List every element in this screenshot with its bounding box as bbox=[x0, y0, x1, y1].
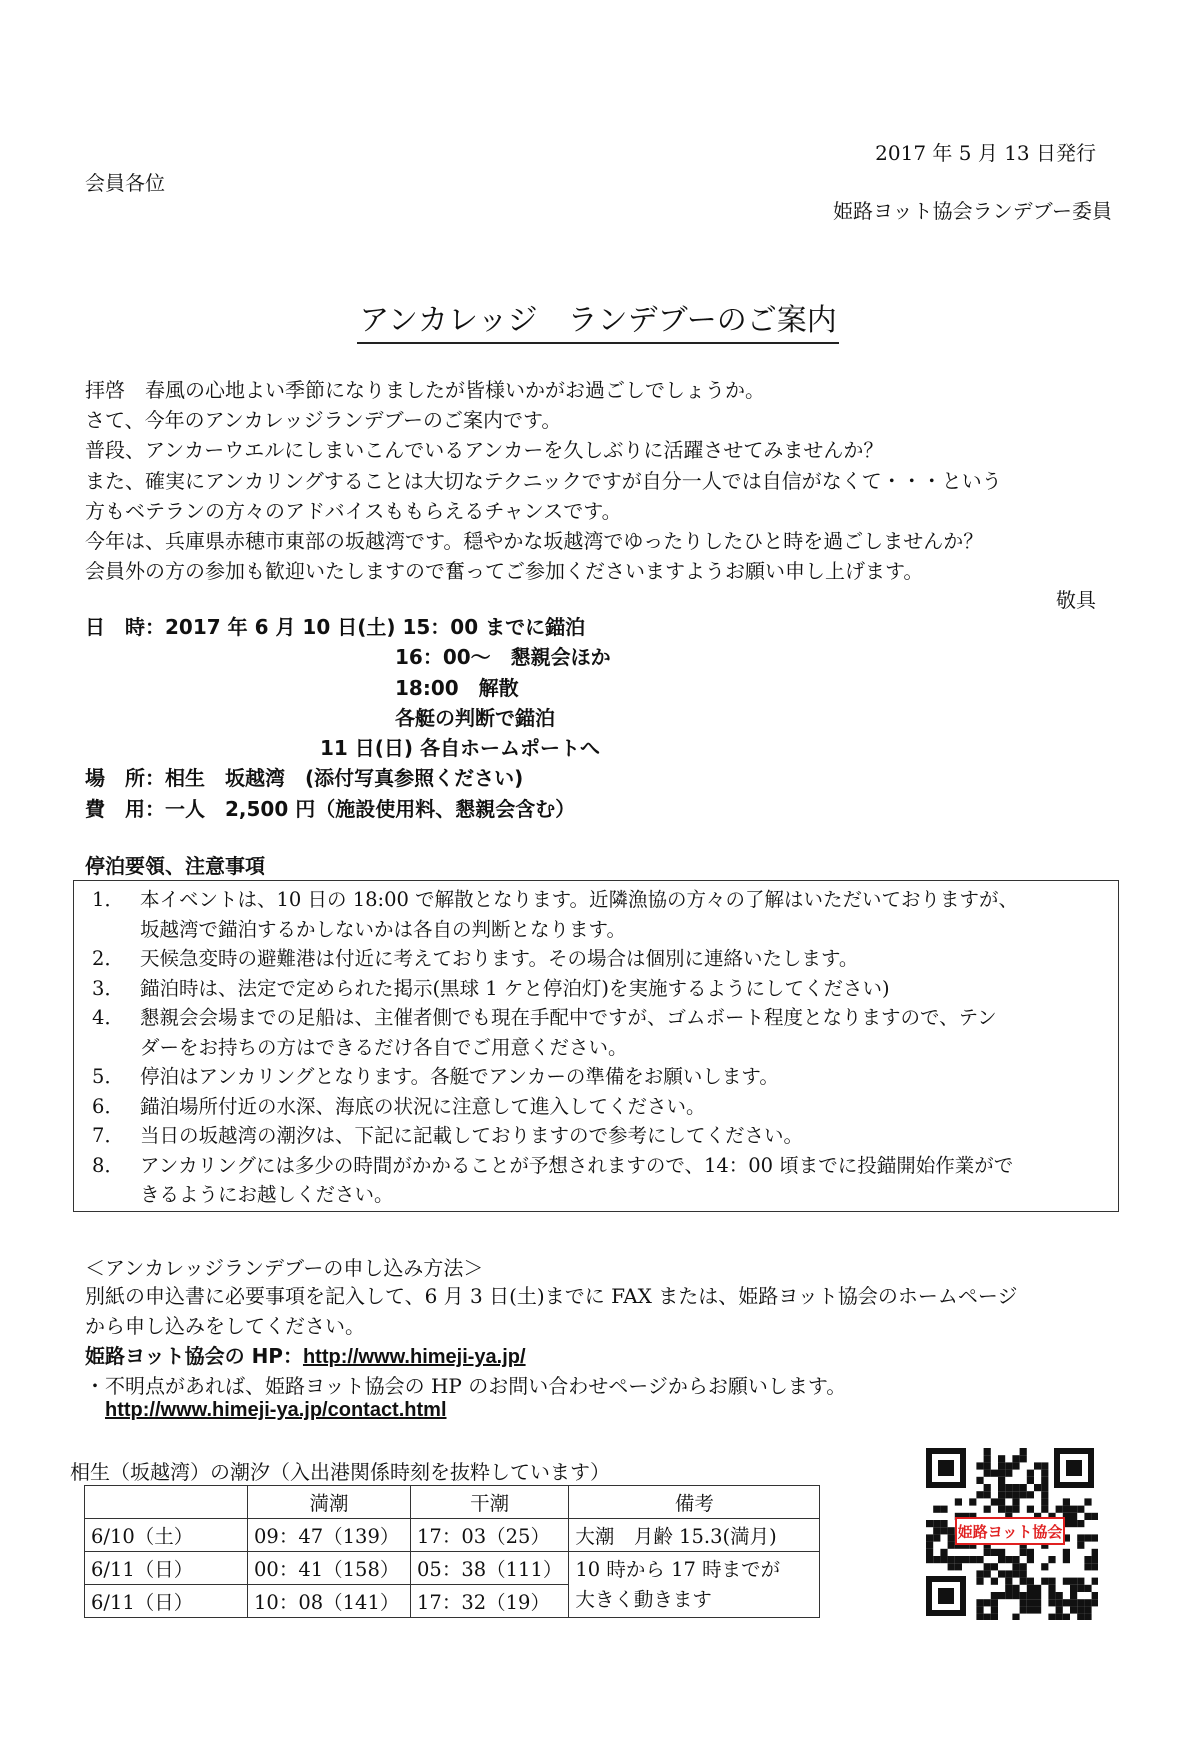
qr-module bbox=[998, 1455, 1005, 1462]
tide-date: 6/11（日） bbox=[85, 1585, 248, 1618]
qr-module bbox=[1027, 1477, 1034, 1484]
qr-module bbox=[1063, 1556, 1070, 1563]
qr-module bbox=[940, 1506, 947, 1513]
qr-module bbox=[1084, 1585, 1091, 1592]
qr-module bbox=[1048, 1556, 1055, 1563]
qr-module bbox=[1048, 1585, 1055, 1592]
letter-body bbox=[85, 375, 1002, 586]
qr-module bbox=[1020, 1491, 1027, 1498]
qr-module bbox=[1056, 1506, 1063, 1513]
qr-module bbox=[1020, 1606, 1027, 1613]
qr-module bbox=[998, 1549, 1005, 1556]
qr-module bbox=[1084, 1563, 1091, 1570]
qr-module bbox=[926, 1520, 933, 1527]
qr-module bbox=[991, 1549, 998, 1556]
body-line: また、確実にアンカリングすることは大切なテクニックですが自分一人では自信がなくて・・・という bbox=[85, 468, 1002, 493]
qr-module bbox=[955, 1556, 962, 1563]
qr-module bbox=[1034, 1585, 1041, 1592]
qr-module bbox=[1034, 1462, 1041, 1469]
qr-module bbox=[1027, 1585, 1034, 1592]
tide-caption: 相生（坂越湾）の潮汐（入出港関係時刻を抜粋しています） bbox=[70, 1460, 610, 1484]
note-number: 5． bbox=[92, 1065, 124, 1088]
qr-module bbox=[1020, 1563, 1027, 1570]
note-text: 錨泊時は、法定で定められた掲示(黒球 1 ケと停泊灯)を実施するようにしてください) bbox=[140, 976, 890, 1000]
qr-module bbox=[1048, 1592, 1055, 1599]
note-number: 8． bbox=[92, 1153, 124, 1177]
datetime-line: 18:00 解散 bbox=[395, 675, 519, 700]
qr-module bbox=[1041, 1498, 1048, 1505]
qr-module bbox=[1027, 1599, 1034, 1606]
qr-module bbox=[1012, 1484, 1019, 1491]
qr-module bbox=[984, 1448, 991, 1455]
qr-module bbox=[1077, 1520, 1084, 1527]
qr-module bbox=[969, 1556, 976, 1563]
qr-module bbox=[1012, 1455, 1019, 1462]
qr-module bbox=[998, 1470, 1005, 1477]
tide-table bbox=[84, 1485, 820, 1618]
datetime-line: 11 日(日) 各自ホームポートへ bbox=[320, 736, 601, 761]
qr-module bbox=[998, 1592, 1005, 1599]
note-number: 1． bbox=[92, 888, 124, 911]
qr-module bbox=[1077, 1534, 1084, 1541]
qr-module bbox=[976, 1578, 983, 1585]
sender: 姫路ヨット協会ランデブー委員 bbox=[833, 199, 1112, 223]
tide-header-row bbox=[85, 1486, 820, 1519]
qr-module bbox=[948, 1563, 955, 1570]
tide-high: 00：41（158） bbox=[248, 1552, 411, 1585]
qr-module bbox=[1048, 1614, 1055, 1620]
qr-module bbox=[1034, 1599, 1041, 1606]
qr-module bbox=[976, 1606, 983, 1613]
qr-module bbox=[1070, 1513, 1077, 1520]
qr-module bbox=[948, 1542, 955, 1549]
issue-date: 2017 年 5 月 13 日発行 bbox=[875, 141, 1096, 165]
qr-module bbox=[1070, 1578, 1077, 1585]
qr-module bbox=[984, 1491, 991, 1498]
qr-module bbox=[1012, 1614, 1019, 1620]
notes-heading: 停泊要領、注意事項 bbox=[85, 854, 265, 878]
qr-module bbox=[991, 1614, 998, 1620]
qr-module bbox=[1056, 1599, 1063, 1606]
inquiry-text: ・不明点があれば、姫路ヨット協会の HP のお問い合わせページからお願いします。 bbox=[85, 1374, 847, 1398]
qr-module bbox=[948, 1527, 955, 1534]
qr-module bbox=[984, 1470, 991, 1477]
tide-header-cell bbox=[85, 1486, 248, 1519]
note-text: アンカリングには多少の時間がかかることが予想されますので、14：00 頃までに投錨開始作業がで bbox=[140, 1153, 1014, 1177]
qr-module bbox=[1048, 1578, 1055, 1585]
qr-module bbox=[1020, 1484, 1027, 1491]
qr-module bbox=[1092, 1578, 1098, 1585]
qr-module bbox=[1041, 1506, 1048, 1513]
note-number: 6． bbox=[92, 1094, 124, 1118]
qr-module bbox=[984, 1462, 991, 1469]
qr-module bbox=[1077, 1585, 1084, 1592]
qr-module bbox=[1005, 1484, 1012, 1491]
qr-module bbox=[1092, 1556, 1098, 1563]
qr-module bbox=[1077, 1606, 1084, 1613]
qr-module bbox=[1027, 1606, 1034, 1613]
qr-module bbox=[1056, 1592, 1063, 1599]
qr-module bbox=[1005, 1556, 1012, 1563]
qr-module bbox=[926, 1534, 933, 1541]
qr-module bbox=[1020, 1455, 1027, 1462]
qr-module bbox=[991, 1578, 998, 1585]
tide-date: 6/11（日） bbox=[85, 1552, 248, 1585]
qr-module bbox=[1084, 1599, 1091, 1606]
qr-module bbox=[940, 1549, 947, 1556]
qr-module bbox=[984, 1549, 991, 1556]
body-line: 会員外の方の参加も歓迎いたしますので奮ってご参加くださいますようお願い申し上げます。 bbox=[85, 559, 924, 584]
qr-module bbox=[991, 1563, 998, 1570]
qr-module bbox=[991, 1498, 998, 1505]
qr-module bbox=[998, 1484, 1005, 1491]
tide-row bbox=[85, 1519, 820, 1552]
tide-header-cell: 備考 bbox=[569, 1486, 820, 1519]
datetime-line: 16：00～ 懇親会ほか bbox=[395, 645, 611, 670]
tide-header-cell: 干潮 bbox=[411, 1486, 569, 1519]
body-line: 今年は、兵庫県赤穂市東部の坂越湾です。穏やかな坂越湾でゆったりしたひと時を過ごしませんか？ bbox=[85, 529, 984, 554]
body-line: 普段、アンカーウエルにしまいこんでいるアンカーを久しぶりに活躍させてみませんか？ bbox=[85, 438, 884, 463]
qr-module bbox=[1063, 1506, 1070, 1513]
place-label: 場 所： bbox=[85, 766, 165, 791]
note-text: 坂越湾で錨泊するかしないかは各自の判断となります。 bbox=[140, 917, 626, 941]
qr-module bbox=[933, 1506, 940, 1513]
qr-module bbox=[926, 1549, 933, 1556]
qr-module bbox=[1092, 1592, 1098, 1599]
qr-module bbox=[1092, 1599, 1098, 1606]
qr-module bbox=[1041, 1491, 1048, 1498]
qr-module bbox=[1070, 1585, 1077, 1592]
qr-module bbox=[984, 1455, 991, 1462]
note-number: 2． bbox=[92, 947, 124, 970]
qr-module bbox=[976, 1462, 983, 1469]
note-text: ダーをお持ちの方はできるだけ各自でご用意ください。 bbox=[140, 1035, 628, 1059]
qr-module bbox=[1012, 1498, 1019, 1505]
qr-module bbox=[1077, 1599, 1084, 1606]
qr-module bbox=[998, 1556, 1005, 1563]
body-line: 拝啓 春風の心地よい季節になりましたが皆様いかがお過ごしでしょうか。 bbox=[85, 378, 765, 402]
qr-module bbox=[955, 1498, 962, 1505]
qr-module bbox=[991, 1470, 998, 1477]
qr-module bbox=[1020, 1592, 1027, 1599]
qr-module bbox=[940, 1520, 947, 1527]
qr-code[interactable] bbox=[922, 1444, 1098, 1620]
qr-module bbox=[1048, 1599, 1055, 1606]
qr-module bbox=[991, 1592, 998, 1599]
qr-module bbox=[1084, 1498, 1091, 1505]
qr-module bbox=[926, 1556, 933, 1563]
qr-module bbox=[991, 1599, 998, 1606]
fee-label: 費 用： bbox=[85, 796, 165, 821]
note-number: 7． bbox=[92, 1124, 124, 1147]
qr-module bbox=[1020, 1549, 1027, 1556]
qr-module bbox=[1041, 1477, 1048, 1484]
qr-module bbox=[1063, 1614, 1070, 1620]
closing: 敬具 bbox=[1056, 588, 1096, 612]
qr-module bbox=[1027, 1506, 1034, 1513]
tide-note bbox=[569, 1552, 820, 1618]
tide-note-line: 10 時から 17 時までが bbox=[575, 1557, 781, 1581]
qr-module bbox=[1084, 1614, 1091, 1620]
application-heading: ＜アンカレッジランデブーの申し込み方法＞ bbox=[85, 1256, 484, 1280]
document-title-text: アンカレッジ ランデブーのご案内 bbox=[357, 303, 839, 344]
tide-note-line: 大きく動きます bbox=[575, 1587, 712, 1611]
qr-module bbox=[1020, 1570, 1027, 1577]
qr-module bbox=[976, 1599, 983, 1606]
hp-line bbox=[85, 1340, 526, 1369]
tide-high: 09：47（139） bbox=[248, 1519, 411, 1552]
tide-low: 17：32（19） bbox=[411, 1585, 569, 1618]
qr-module bbox=[933, 1534, 940, 1541]
qr-module bbox=[1063, 1599, 1070, 1606]
hp-label: 姫路ヨット協会の HP： bbox=[85, 1344, 303, 1368]
note-text: きるようにお越しください。 bbox=[140, 1183, 394, 1206]
qr-module bbox=[991, 1606, 998, 1613]
qr-module bbox=[1012, 1592, 1019, 1599]
qr-module bbox=[940, 1556, 947, 1563]
qr-module bbox=[1005, 1585, 1012, 1592]
qr-module bbox=[1012, 1491, 1019, 1498]
qr-module bbox=[998, 1462, 1005, 1469]
qr-module bbox=[1020, 1448, 1027, 1455]
note-text: 停泊はアンカリングとなります。各艇でアンカーの準備をお願いします。 bbox=[140, 1065, 779, 1088]
note-number: 4． bbox=[92, 1006, 124, 1029]
body-line: さて、今年のアンカレッジランデブーのご案内です。 bbox=[85, 408, 562, 433]
qr-module bbox=[1063, 1578, 1070, 1585]
addressee: 会員各位 bbox=[85, 171, 165, 195]
qr-module bbox=[1012, 1506, 1019, 1513]
qr-module bbox=[1012, 1462, 1019, 1469]
note-number: 3． bbox=[92, 976, 124, 1000]
tide-date: 6/10（土） bbox=[85, 1519, 248, 1552]
qr-module bbox=[1077, 1614, 1084, 1620]
qr-module bbox=[1077, 1506, 1084, 1513]
qr-module bbox=[984, 1614, 991, 1620]
qr-module bbox=[984, 1563, 991, 1570]
qr-module bbox=[940, 1527, 947, 1534]
body-line: 方もベテランの方々のアドバイスももらえるチャンスです。 bbox=[85, 498, 622, 523]
qr-module bbox=[1027, 1592, 1034, 1599]
hp-link[interactable]: http://www.himeji-ya.jp/ bbox=[302, 1346, 526, 1368]
qr-module bbox=[998, 1498, 1005, 1505]
tide-low: 17：03（25） bbox=[411, 1519, 569, 1552]
note-text: 懇親会会場までの足船は、主催者側でも現在手配中ですが、ゴムボート程度となりますので、テン bbox=[140, 1006, 997, 1029]
qr-module bbox=[933, 1520, 940, 1527]
datetime-line: 2017 年 6 月 10 日(土) 15：00 までに錨泊 bbox=[165, 615, 586, 639]
qr-module bbox=[984, 1599, 991, 1606]
qr-module bbox=[1027, 1491, 1034, 1498]
qr-module bbox=[1005, 1592, 1012, 1599]
tide-low: 05：38（111） bbox=[411, 1552, 569, 1585]
qr-module bbox=[998, 1570, 1005, 1577]
qr-module bbox=[1092, 1513, 1098, 1520]
note-text: 錨泊場所付近の水深、海底の状況に注意して進入してください。 bbox=[140, 1094, 706, 1118]
qr-module bbox=[1034, 1592, 1041, 1599]
qr-module bbox=[962, 1556, 969, 1563]
qr-module bbox=[948, 1556, 955, 1563]
note-text: 本イベントは、10 日の 18:00 で解散となります。近隣漁協の方々の了解はいただいておりますが、 bbox=[140, 888, 1019, 911]
qr-module bbox=[1012, 1585, 1019, 1592]
qr-module bbox=[1070, 1599, 1077, 1606]
qr-label: 姫路ヨット協会 bbox=[957, 1523, 1063, 1541]
qr-module bbox=[1005, 1470, 1012, 1477]
qr-module bbox=[1041, 1470, 1048, 1477]
qr-module bbox=[1056, 1614, 1063, 1620]
qr-module bbox=[1092, 1549, 1098, 1556]
qr-module bbox=[976, 1556, 983, 1563]
qr-module bbox=[976, 1477, 983, 1484]
qr-module bbox=[976, 1614, 983, 1620]
qr-module bbox=[1084, 1513, 1091, 1520]
note-text: 天候急変時の避難港は付近に考えております。その場合は個別に連絡いたします。 bbox=[140, 947, 859, 970]
qr-module bbox=[1063, 1549, 1070, 1556]
datetime-label: 日 時： bbox=[85, 615, 165, 639]
qr-module bbox=[969, 1498, 976, 1505]
qr-module bbox=[1084, 1534, 1091, 1541]
qr-module bbox=[1084, 1556, 1091, 1563]
qr-module bbox=[1092, 1534, 1098, 1541]
qr-module bbox=[1027, 1549, 1034, 1556]
qr-module bbox=[976, 1570, 983, 1577]
fee-value: 一人 2,500 円（施設使用料、懇親会含む） bbox=[165, 796, 576, 821]
qr-module bbox=[1005, 1578, 1012, 1585]
qr-module bbox=[984, 1570, 991, 1577]
qr-module bbox=[1034, 1606, 1041, 1613]
qr-module bbox=[1005, 1506, 1012, 1513]
qr-module bbox=[998, 1477, 1005, 1484]
qr-module bbox=[1041, 1578, 1048, 1585]
tide-note: 大潮 月齢 15.3(満月) bbox=[569, 1519, 820, 1552]
qr-module bbox=[1012, 1556, 1019, 1563]
tide-row bbox=[85, 1552, 820, 1585]
application-body bbox=[85, 1281, 1017, 1341]
schedule bbox=[85, 612, 885, 824]
qr-module bbox=[1056, 1606, 1063, 1613]
qr-module bbox=[998, 1506, 1005, 1513]
qr-module bbox=[1063, 1498, 1070, 1505]
qr-module bbox=[998, 1491, 1005, 1498]
qr-module bbox=[933, 1556, 940, 1563]
qr-module bbox=[1041, 1563, 1048, 1570]
qr-module bbox=[1027, 1470, 1034, 1477]
qr-module bbox=[976, 1491, 983, 1498]
datetime-line: 各艇の判断で錨泊 bbox=[395, 705, 555, 730]
qr-module bbox=[1041, 1462, 1048, 1469]
qr-code-graphic bbox=[922, 1444, 1098, 1620]
qr-module bbox=[984, 1506, 991, 1513]
qr-module bbox=[1034, 1484, 1041, 1491]
qr-module bbox=[948, 1534, 955, 1541]
tide-high: 10：08（141） bbox=[248, 1585, 411, 1618]
qr-module bbox=[984, 1484, 991, 1491]
notes-box bbox=[73, 880, 1119, 1212]
application-line: から申し込みをしてください。 bbox=[85, 1314, 365, 1338]
qr-module bbox=[1012, 1570, 1019, 1577]
qr-module bbox=[1070, 1520, 1077, 1527]
qr-module bbox=[1020, 1578, 1027, 1585]
qr-module bbox=[1077, 1542, 1084, 1549]
note-item bbox=[88, 885, 1108, 944]
qr-module bbox=[1027, 1578, 1034, 1585]
qr-module bbox=[1041, 1484, 1048, 1491]
application-line: 別紙の申込書に必要事項を記入して、6 月 3 日(土)までに FAX または、姫路ヨット協会のホームページ bbox=[85, 1284, 1018, 1308]
place-value: 相生 坂越湾 (添付写真参照ください) bbox=[165, 766, 524, 791]
qr-module bbox=[1077, 1578, 1084, 1585]
qr-module bbox=[1070, 1592, 1077, 1599]
qr-module bbox=[926, 1542, 933, 1549]
contact-link[interactable]: http://www.himeji-ya.jp/contact.html bbox=[105, 1399, 447, 1421]
document-title bbox=[0, 295, 1196, 339]
qr-module bbox=[1005, 1462, 1012, 1469]
qr-module bbox=[955, 1563, 962, 1570]
qr-module bbox=[1020, 1599, 1027, 1606]
qr-module bbox=[1092, 1563, 1098, 1570]
qr-module bbox=[1084, 1606, 1091, 1613]
tide-header-cell: 満潮 bbox=[248, 1486, 411, 1519]
qr-module bbox=[1070, 1606, 1077, 1613]
qr-module bbox=[1070, 1506, 1077, 1513]
note-text: 当日の坂越湾の潮汐は、下記に記載しておりますので参考にしてください。 bbox=[140, 1124, 804, 1147]
qr-module bbox=[1005, 1570, 1012, 1577]
qr-module bbox=[1027, 1556, 1034, 1563]
qr-module bbox=[1012, 1563, 1019, 1570]
qr-module bbox=[933, 1527, 940, 1534]
qr-module bbox=[1005, 1491, 1012, 1498]
